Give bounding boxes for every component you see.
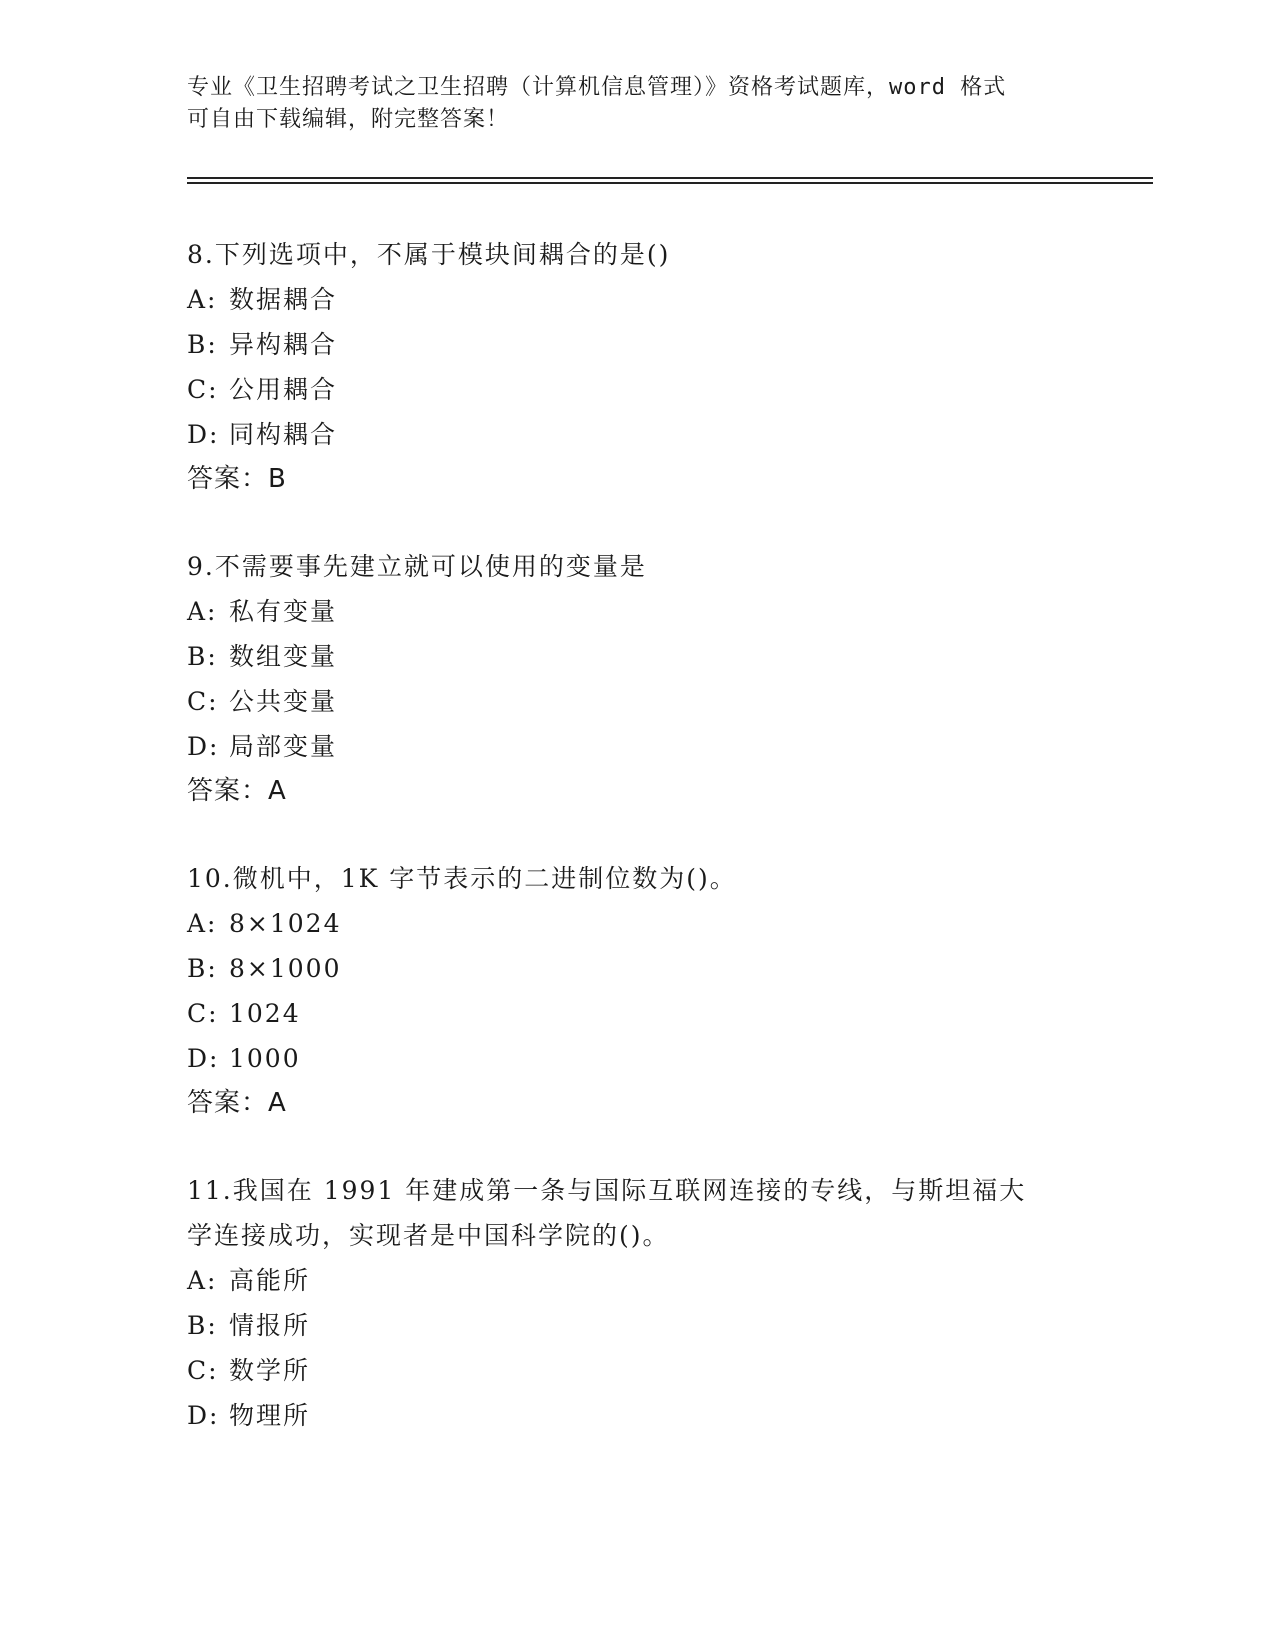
header-line-2: 可自由下载编辑，附完整答案！ xyxy=(187,107,510,132)
answer-option xyxy=(187,412,1087,457)
option-key: C: xyxy=(187,999,219,1028)
answer-option xyxy=(187,991,1087,1036)
answer-option xyxy=(187,901,1087,946)
answer-option xyxy=(187,1348,1087,1393)
answer-option xyxy=(187,1258,1087,1303)
question-block xyxy=(187,856,1087,1126)
option-text: 1024 xyxy=(229,999,301,1028)
option-key: B: xyxy=(187,1311,218,1340)
option-key: B: xyxy=(187,954,218,983)
option-key: A: xyxy=(187,1266,218,1295)
answer-option xyxy=(187,634,1087,679)
question-list xyxy=(187,232,1087,1480)
answer-line: 答案：B xyxy=(187,464,287,494)
option-text: 局部变量 xyxy=(229,732,338,761)
option-key: B: xyxy=(187,642,218,671)
answer-option xyxy=(187,679,1087,724)
option-text: 数学所 xyxy=(229,1356,311,1385)
question-stem: 10.微机中，1K 字节表示的二进制位数为()。 xyxy=(187,864,737,893)
option-key: B: xyxy=(187,330,218,359)
answer-option xyxy=(187,1036,1087,1081)
question-stem: 9.不需要事先建立就可以使用的变量是 xyxy=(187,552,647,581)
option-key: D: xyxy=(187,732,220,761)
option-key: C: xyxy=(187,687,219,716)
option-key: A: xyxy=(187,597,218,626)
option-key: A: xyxy=(187,285,218,314)
option-text: 异构耦合 xyxy=(229,330,338,359)
option-text: 物理所 xyxy=(229,1401,311,1430)
question-block xyxy=(187,232,1087,502)
answer-option xyxy=(187,367,1087,412)
header-rule-top xyxy=(187,177,1153,179)
option-text: 数组变量 xyxy=(229,642,338,671)
answer-option xyxy=(187,277,1087,322)
option-key: C: xyxy=(187,375,219,404)
answer-option xyxy=(187,1303,1087,1348)
document-header xyxy=(187,72,1067,136)
answer-line: 答案：A xyxy=(187,1088,287,1118)
option-key: A: xyxy=(187,909,218,938)
header-line-1: 专业《卫生招聘考试之卫生招聘（计算机信息管理）》资格考试题库，word 格式 xyxy=(187,75,1007,100)
option-text: 高能所 xyxy=(229,1266,311,1295)
option-text: 私有变量 xyxy=(229,597,338,626)
question-stem: 11.我国在 1991 年建成第一条与国际互联网连接的专线，与斯坦福大 xyxy=(187,1176,1027,1205)
option-key: D: xyxy=(187,1044,220,1073)
option-text: 同构耦合 xyxy=(229,420,338,449)
option-text: 情报所 xyxy=(229,1311,311,1340)
option-key: C: xyxy=(187,1356,219,1385)
answer-option xyxy=(187,724,1087,769)
option-text: 公共变量 xyxy=(229,687,338,716)
header-rule-bottom xyxy=(187,182,1153,184)
question-block xyxy=(187,1168,1087,1438)
option-text: 公用耦合 xyxy=(229,375,338,404)
answer-line: 答案：A xyxy=(187,776,287,806)
option-text: 8×1024 xyxy=(229,909,342,938)
option-text: 数据耦合 xyxy=(229,285,338,314)
question-block xyxy=(187,544,1087,814)
answer-option xyxy=(187,1393,1087,1438)
option-text: 1000 xyxy=(229,1044,301,1073)
answer-option xyxy=(187,946,1087,991)
option-text: 8×1000 xyxy=(229,954,342,983)
answer-option xyxy=(187,322,1087,367)
option-key: D: xyxy=(187,1401,220,1430)
question-stem: 学连接成功，实现者是中国科学院的()。 xyxy=(187,1221,670,1250)
answer-option xyxy=(187,589,1087,634)
option-key: D: xyxy=(187,420,220,449)
question-stem: 8.下列选项中，不属于模块间耦合的是() xyxy=(187,240,671,269)
